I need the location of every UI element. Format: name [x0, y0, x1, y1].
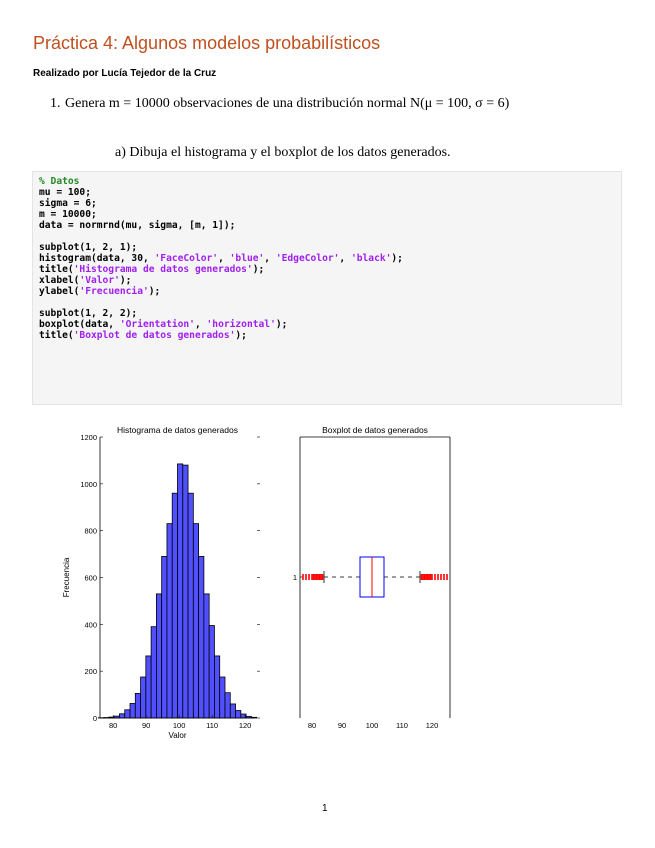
code-line: [39, 187, 621, 198]
histogram-x-tick-label: 90: [141, 721, 151, 730]
code-comment: % Datos: [39, 176, 80, 187]
code-token: );: [252, 264, 265, 275]
boxplot-y-tick-label: 1: [292, 573, 297, 582]
histogram-x-tick-label: 100: [172, 721, 186, 730]
code-line: [39, 220, 621, 231]
code-string: 'black': [350, 253, 392, 264]
histogram-y-tick-label: 1000: [80, 479, 97, 489]
code-line: [39, 253, 621, 264]
code-token: ylabel(: [39, 286, 80, 297]
code-token: ,: [218, 253, 230, 264]
code-token: );: [148, 286, 161, 297]
histogram-bar: [125, 710, 130, 718]
histogram-xlabel: Valor: [168, 731, 187, 740]
histogram-bar: [188, 493, 193, 718]
histogram-bar: [225, 693, 230, 718]
code-token: xlabel(: [39, 275, 80, 286]
histogram-bar: [119, 714, 124, 718]
histogram-bar: [156, 594, 161, 718]
code-token: ,: [194, 319, 207, 330]
histogram-bar: [141, 677, 146, 718]
code-string: 'FaceColor': [154, 253, 219, 264]
histogram-bar: [236, 711, 241, 718]
question-number: 1.: [50, 96, 61, 111]
histogram-y-tick-label: 600: [84, 573, 97, 583]
code-token: );: [119, 275, 132, 286]
histogram-y-tick-label: 1200: [80, 433, 97, 442]
histogram-bar: [209, 626, 214, 718]
histogram-y-tick-label: 200: [84, 667, 97, 677]
histogram-bar: [204, 594, 209, 718]
code-string: 'Orientation': [119, 319, 195, 330]
code-string: 'horizontal': [206, 319, 276, 330]
histogram-y-tick-label: 800: [84, 526, 97, 536]
code-token: title(: [39, 264, 74, 275]
code-token: boxplot(data,: [39, 319, 120, 330]
code-token: ,: [339, 253, 351, 264]
code-line: [39, 297, 621, 308]
histogram-bar: [151, 627, 156, 718]
histogram-x-tick-label: 120: [238, 721, 252, 730]
boxplot-x-tick-label: 120: [425, 721, 439, 730]
author-line: Realizado por Lucía Tejedor de la Cruz: [33, 68, 217, 79]
histogram-bar: [172, 493, 177, 718]
code-block: [32, 171, 622, 405]
boxplot-x-tick-label: 110: [396, 721, 408, 730]
histogram-bar: [178, 464, 183, 718]
histogram-bar: [162, 556, 167, 718]
code-token: title(: [39, 330, 74, 341]
figure: [60, 422, 480, 757]
histogram-bar: [220, 677, 225, 718]
code-token: );: [275, 319, 288, 330]
code-line: [39, 209, 621, 220]
boxplot-x-tick-label: 80: [307, 721, 317, 730]
histogram-bar: [183, 465, 188, 718]
question-text: Genera m = 10000 observaciones de una distribución normal N(μ = 100, σ = 6): [65, 96, 510, 111]
code-token: subplot(1, 2, 2);: [39, 308, 138, 319]
code-line: [39, 264, 621, 275]
document-title: Práctica 4: Algunos modelos probabilísticos: [33, 33, 381, 53]
histogram-x-tick-label: 110: [206, 721, 219, 730]
boxplot-x-tick-label: 100: [365, 721, 379, 730]
page-number: 1: [322, 803, 328, 814]
code-line: [39, 330, 621, 341]
question-1a: a) Dibuja el histograma y el boxplot de los datos generados.: [115, 145, 451, 160]
histogram-ylabel: Frecuencia: [62, 557, 71, 598]
code-token: ,: [264, 253, 276, 264]
code-line: [39, 242, 621, 253]
histogram-bar: [146, 656, 151, 718]
figure-svg: [60, 422, 480, 752]
histogram-bar: [167, 524, 172, 718]
histogram-bar: [135, 693, 140, 718]
code-line: [39, 198, 621, 209]
code-token: data = normrnd(mu, sigma, [m, 1]);: [39, 220, 236, 231]
code-token: mu = 100;: [39, 187, 91, 198]
histogram-bar: [230, 704, 235, 718]
histogram-x-tick-label: 80: [109, 721, 118, 730]
histogram-bar: [130, 703, 135, 718]
histogram-y-tick-label: 0: [92, 714, 97, 723]
code-string: 'EdgeColor': [275, 253, 340, 264]
histogram-bar: [214, 656, 219, 718]
code-token: histogram(data, 30,: [39, 253, 155, 264]
code-string: 'Histograma de datos generados': [73, 264, 253, 275]
code-line: [39, 275, 621, 286]
code-token: m = 10000;: [39, 209, 97, 220]
code-string: 'Valor': [79, 275, 120, 286]
boxplot-title: Boxplot de datos generados: [322, 425, 428, 435]
code-string: 'Boxplot de datos generados': [73, 330, 236, 341]
code-token: subplot(1, 2, 1);: [39, 242, 138, 253]
histogram-y-tick-label: 400: [84, 620, 97, 630]
code-token: );: [235, 330, 247, 341]
code-line: [39, 319, 621, 330]
boxplot-x-tick-label: 90: [337, 721, 347, 730]
histogram-bar: [193, 524, 198, 718]
code-string: 'Frecuencia': [79, 286, 149, 297]
code-line: [39, 176, 621, 187]
histogram-bar: [199, 556, 204, 718]
code-line: [39, 286, 621, 297]
code-token: sigma = 6;: [39, 198, 97, 209]
code-line: [39, 308, 621, 319]
code-line: [39, 231, 621, 242]
histogram-title: Histograma de datos generados: [117, 425, 238, 435]
code-token: );: [391, 253, 403, 264]
code-string: 'blue': [229, 253, 265, 264]
